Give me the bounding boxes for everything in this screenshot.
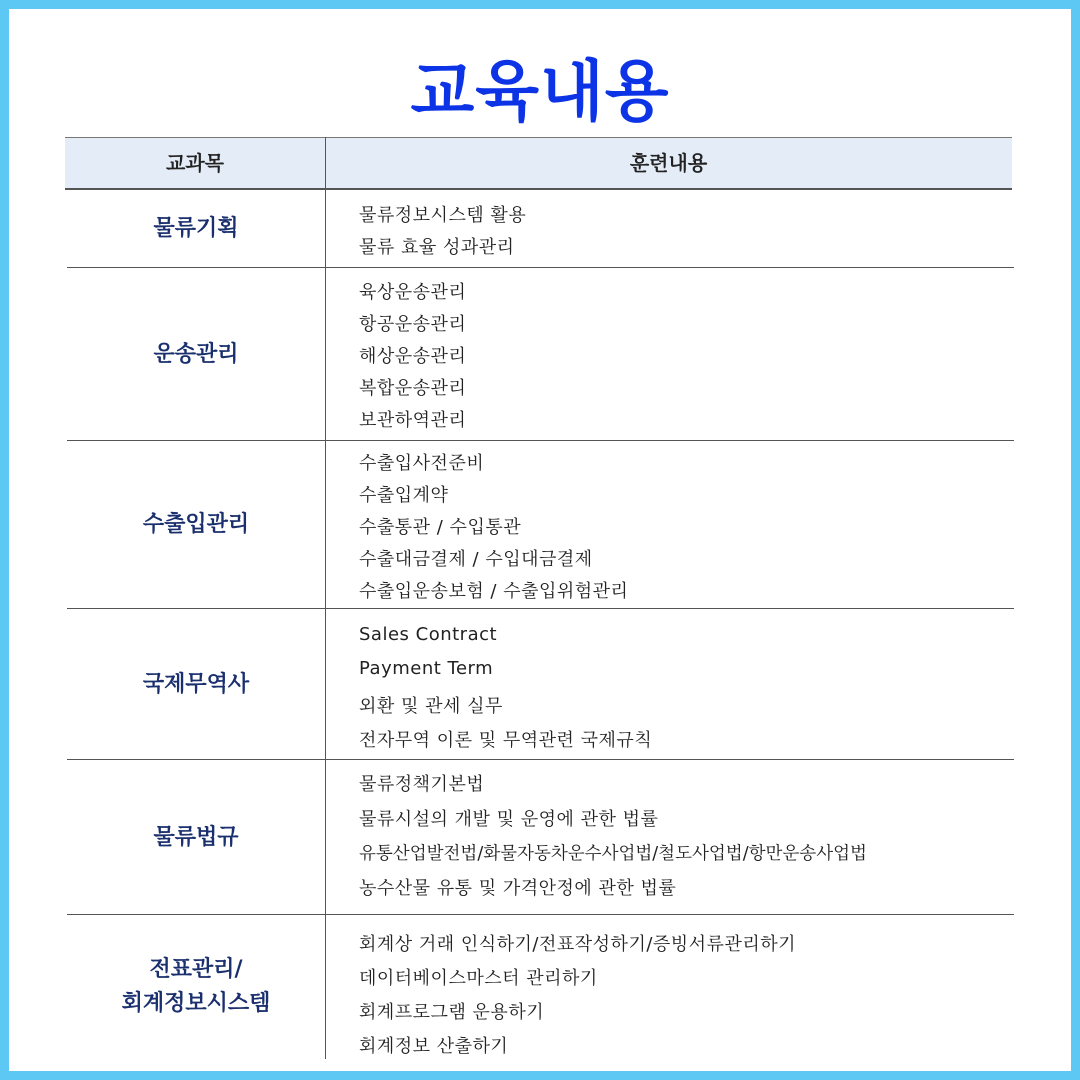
- table-row-transport: [67, 268, 1014, 441]
- subject-cell: 전표관리/ 회계정보시스템: [121, 957, 271, 1016]
- subject-cell: 수출입관리: [142, 512, 250, 537]
- content-item: 항공운송관리: [359, 314, 467, 335]
- content-item: 회계상 거래 인식하기/전표작성하기/증빙서류관리하기: [359, 934, 796, 955]
- content-item: 해상운송관리: [359, 346, 467, 367]
- content-item: 외환 및 관세 실무: [359, 696, 503, 717]
- content-item: 수출입계약: [359, 485, 449, 506]
- subject-cell: 물류기획: [153, 215, 239, 241]
- content-item: 물류시설의 개발 및 운영에 관한 법률: [359, 809, 659, 830]
- content-item: 육상운송관리: [359, 282, 467, 303]
- content-item: 물류 효율 성과관리: [359, 237, 515, 258]
- content-item: 물류정책기본법: [359, 774, 485, 795]
- table-row-logistics-law: [67, 760, 1014, 915]
- content-item: Sales Contract: [359, 624, 498, 645]
- content-item: 농수산물 유통 및 가격안정에 관한 법률: [359, 878, 677, 899]
- content-item: 수출입운송보험 / 수출입위험관리: [359, 581, 629, 602]
- page-frame: [9, 9, 1071, 1071]
- content-item: 회계프로그램 운용하기: [359, 1002, 545, 1023]
- table-row-import-export: [67, 441, 1014, 609]
- content-item: 회계정보 산출하기: [359, 1036, 509, 1057]
- content-item: 전자무역 이론 및 무역관련 국제규칙: [359, 730, 653, 751]
- table-row-logistics-planning: [67, 189, 1014, 268]
- content-item: 복합운송관리: [359, 378, 467, 399]
- page-title: 교육내용: [410, 53, 670, 130]
- content-item: 데이터베이스마스터 관리하기: [359, 968, 598, 989]
- content-item: 수출대금결제 / 수입대금결제: [359, 549, 593, 570]
- header-subject: 교과목: [166, 151, 224, 175]
- subject-cell: 물류법규: [153, 824, 239, 850]
- subject-cell: 운송관리: [153, 341, 239, 367]
- header-content: 훈련내용: [629, 151, 708, 175]
- table-header: [65, 137, 1012, 190]
- table-row-accounting: [67, 915, 1014, 1059]
- content-item: 물류정보시스템 활용: [359, 205, 527, 226]
- content-item: 수출입사전준비: [359, 453, 485, 474]
- subject-cell: 국제무역사: [142, 671, 250, 697]
- content-item: 보관하역관리: [359, 410, 467, 431]
- content-item: Payment Term: [359, 658, 494, 679]
- content-item: 유통산업발전법/화물자동차운수사업법/철도사업법/항만운송사업법: [359, 844, 867, 864]
- content-item: 수출통관 / 수입통관: [359, 517, 522, 538]
- table-row-international-trade: [67, 609, 1014, 760]
